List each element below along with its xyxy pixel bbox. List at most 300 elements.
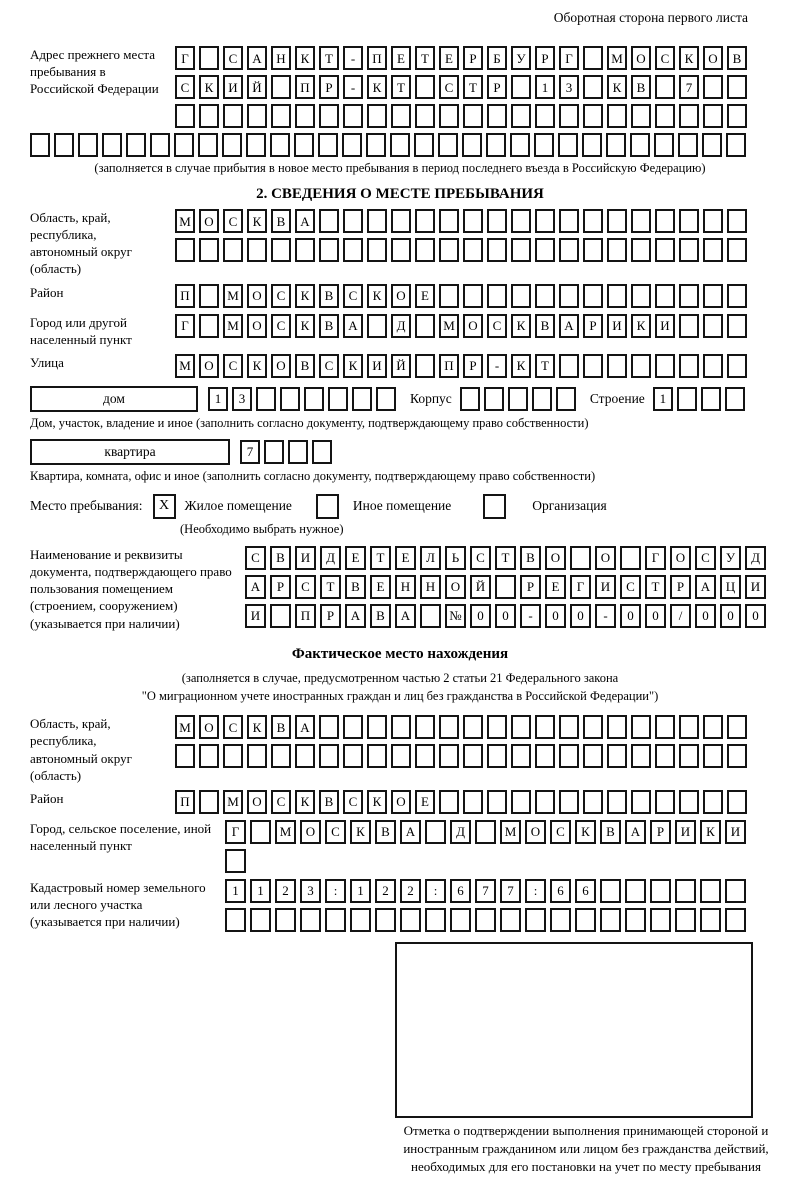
char-box[interactable]: - — [343, 75, 363, 99]
char-box[interactable]: К — [607, 75, 627, 99]
char-box[interactable] — [271, 75, 291, 99]
char-box[interactable]: М — [175, 354, 195, 378]
char-box[interactable] — [583, 744, 603, 768]
char-box[interactable] — [391, 715, 411, 739]
char-box[interactable] — [415, 75, 435, 99]
char-box[interactable]: О — [703, 46, 723, 70]
char-box[interactable]: С — [271, 284, 291, 308]
char-box[interactable]: Р — [320, 604, 341, 628]
char-box[interactable]: К — [295, 46, 315, 70]
char-box[interactable]: И — [295, 546, 316, 570]
char-box[interactable] — [631, 790, 651, 814]
char-box[interactable]: О — [199, 715, 219, 739]
char-box[interactable]: Р — [463, 46, 483, 70]
char-box[interactable]: О — [545, 546, 566, 570]
char-box[interactable] — [475, 908, 496, 932]
char-box[interactable] — [54, 133, 74, 157]
char-box[interactable] — [199, 104, 219, 128]
char-box[interactable] — [650, 908, 671, 932]
char-box[interactable] — [655, 284, 675, 308]
char-box[interactable] — [367, 209, 387, 233]
char-box[interactable]: В — [319, 284, 339, 308]
char-box[interactable]: У — [511, 46, 531, 70]
char-box[interactable] — [607, 209, 627, 233]
char-box[interactable]: 0 — [745, 604, 766, 628]
char-box[interactable] — [727, 75, 747, 99]
char-box[interactable] — [256, 387, 276, 411]
char-box[interactable]: Е — [345, 546, 366, 570]
char-box[interactable]: С — [325, 820, 346, 844]
char-box[interactable]: 2 — [400, 879, 421, 903]
char-box[interactable]: С — [319, 354, 339, 378]
char-box[interactable] — [535, 238, 555, 262]
char-box[interactable] — [270, 133, 290, 157]
char-box[interactable]: И — [607, 314, 627, 338]
char-box[interactable] — [367, 744, 387, 768]
char-box[interactable]: П — [295, 75, 315, 99]
char-box[interactable] — [400, 908, 421, 932]
char-box[interactable]: С — [343, 790, 363, 814]
char-box[interactable] — [583, 284, 603, 308]
char-box[interactable]: В — [271, 209, 291, 233]
char-box[interactable]: О — [525, 820, 546, 844]
char-box[interactable] — [700, 879, 721, 903]
char-box[interactable] — [415, 744, 435, 768]
char-box[interactable] — [510, 133, 530, 157]
char-box[interactable] — [223, 744, 243, 768]
char-box[interactable] — [439, 790, 459, 814]
char-box[interactable] — [625, 908, 646, 932]
char-box[interactable] — [463, 284, 483, 308]
char-box[interactable] — [271, 744, 291, 768]
char-box[interactable]: / — [670, 604, 691, 628]
char-box[interactable] — [367, 314, 387, 338]
char-box[interactable]: 2 — [375, 879, 396, 903]
char-box[interactable] — [391, 104, 411, 128]
char-box[interactable]: № — [445, 604, 466, 628]
char-box[interactable] — [463, 209, 483, 233]
char-box[interactable] — [352, 387, 372, 411]
char-box[interactable] — [511, 238, 531, 262]
char-box[interactable]: 1 — [225, 879, 246, 903]
char-box[interactable]: Е — [395, 546, 416, 570]
char-box[interactable]: В — [535, 314, 555, 338]
char-box[interactable]: 6 — [575, 879, 596, 903]
char-box[interactable] — [727, 744, 747, 768]
char-box[interactable]: И — [725, 820, 746, 844]
char-box[interactable]: - — [343, 46, 363, 70]
char-box[interactable]: С — [695, 546, 716, 570]
char-box[interactable]: 6 — [550, 879, 571, 903]
char-box[interactable] — [328, 387, 348, 411]
char-box[interactable] — [319, 104, 339, 128]
char-box[interactable]: Р — [319, 75, 339, 99]
char-box[interactable]: К — [367, 790, 387, 814]
char-box[interactable]: С — [223, 354, 243, 378]
char-box[interactable] — [487, 209, 507, 233]
char-box[interactable] — [677, 387, 697, 411]
char-box[interactable] — [575, 908, 596, 932]
char-box[interactable] — [350, 908, 371, 932]
char-box[interactable] — [319, 238, 339, 262]
residence-checkbox-dwelling[interactable]: X — [153, 494, 176, 519]
char-box[interactable]: - — [595, 604, 616, 628]
char-box[interactable] — [583, 715, 603, 739]
char-box[interactable] — [199, 314, 219, 338]
char-box[interactable]: А — [395, 604, 416, 628]
char-box[interactable] — [270, 604, 291, 628]
char-box[interactable]: 3 — [232, 387, 252, 411]
char-box[interactable]: В — [375, 820, 396, 844]
char-box[interactable]: Р — [650, 820, 671, 844]
char-box[interactable] — [511, 75, 531, 99]
char-box[interactable] — [487, 790, 507, 814]
char-box[interactable]: Е — [415, 790, 435, 814]
char-box[interactable] — [487, 238, 507, 262]
char-box[interactable] — [367, 715, 387, 739]
char-box[interactable]: К — [343, 354, 363, 378]
char-box[interactable] — [319, 715, 339, 739]
char-box[interactable] — [295, 744, 315, 768]
char-box[interactable] — [703, 284, 723, 308]
char-box[interactable] — [534, 133, 554, 157]
char-box[interactable]: С — [620, 575, 641, 599]
char-box[interactable] — [703, 744, 723, 768]
char-box[interactable]: - — [520, 604, 541, 628]
char-box[interactable]: М — [607, 46, 627, 70]
char-box[interactable]: 7 — [240, 440, 260, 464]
char-box[interactable]: Д — [391, 314, 411, 338]
char-box[interactable]: С — [439, 75, 459, 99]
char-box[interactable]: Т — [415, 46, 435, 70]
char-box[interactable]: К — [199, 75, 219, 99]
char-box[interactable] — [532, 387, 552, 411]
char-box[interactable] — [559, 104, 579, 128]
char-box[interactable] — [535, 715, 555, 739]
char-box[interactable] — [631, 715, 651, 739]
char-box[interactable] — [631, 104, 651, 128]
char-box[interactable] — [462, 133, 482, 157]
char-box[interactable] — [174, 133, 194, 157]
char-box[interactable] — [558, 133, 578, 157]
char-box[interactable] — [288, 440, 308, 464]
char-box[interactable] — [439, 238, 459, 262]
char-box[interactable]: В — [319, 790, 339, 814]
char-box[interactable] — [295, 238, 315, 262]
char-box[interactable] — [559, 744, 579, 768]
char-box[interactable] — [607, 715, 627, 739]
char-box[interactable] — [391, 238, 411, 262]
char-box[interactable]: А — [343, 314, 363, 338]
residence-checkbox-other-premises[interactable] — [316, 494, 339, 519]
char-box[interactable] — [655, 238, 675, 262]
char-box[interactable]: 2 — [275, 879, 296, 903]
char-box[interactable] — [342, 133, 362, 157]
char-box[interactable]: Ь — [445, 546, 466, 570]
char-box[interactable]: О — [631, 46, 651, 70]
char-box[interactable]: 0 — [620, 604, 641, 628]
char-box[interactable] — [487, 715, 507, 739]
char-box[interactable] — [391, 744, 411, 768]
char-box[interactable] — [463, 790, 483, 814]
char-box[interactable] — [631, 284, 651, 308]
char-box[interactable]: Г — [645, 546, 666, 570]
char-box[interactable]: О — [247, 790, 267, 814]
char-box[interactable] — [415, 209, 435, 233]
char-box[interactable]: П — [295, 604, 316, 628]
char-box[interactable] — [511, 104, 531, 128]
char-box[interactable]: Е — [391, 46, 411, 70]
char-box[interactable] — [463, 104, 483, 128]
char-box[interactable] — [325, 908, 346, 932]
char-box[interactable] — [559, 715, 579, 739]
char-box[interactable] — [535, 209, 555, 233]
char-box[interactable]: Н — [395, 575, 416, 599]
char-box[interactable]: Р — [583, 314, 603, 338]
char-box[interactable]: С — [245, 546, 266, 570]
char-box[interactable] — [655, 104, 675, 128]
char-box[interactable] — [199, 46, 219, 70]
char-box[interactable] — [654, 133, 674, 157]
char-box[interactable]: К — [511, 354, 531, 378]
char-box[interactable] — [679, 354, 699, 378]
char-box[interactable] — [727, 284, 747, 308]
char-box[interactable] — [247, 238, 267, 262]
char-box[interactable]: Г — [175, 314, 195, 338]
char-box[interactable] — [675, 908, 696, 932]
char-box[interactable]: 7 — [679, 75, 699, 99]
char-box[interactable] — [415, 715, 435, 739]
char-box[interactable] — [703, 104, 723, 128]
char-box[interactable] — [319, 744, 339, 768]
char-box[interactable]: В — [270, 546, 291, 570]
char-box[interactable] — [343, 715, 363, 739]
char-box[interactable] — [246, 133, 266, 157]
char-box[interactable] — [702, 133, 722, 157]
char-box[interactable] — [343, 209, 363, 233]
char-box[interactable] — [679, 314, 699, 338]
char-box[interactable]: К — [247, 209, 267, 233]
char-box[interactable] — [295, 104, 315, 128]
char-box[interactable]: М — [223, 314, 243, 338]
char-box[interactable] — [607, 744, 627, 768]
char-box[interactable] — [225, 908, 246, 932]
char-box[interactable] — [727, 314, 747, 338]
char-box[interactable] — [679, 744, 699, 768]
char-box[interactable]: 1 — [653, 387, 673, 411]
char-box[interactable] — [150, 133, 170, 157]
char-box[interactable] — [583, 46, 603, 70]
char-box[interactable] — [247, 744, 267, 768]
char-box[interactable] — [280, 387, 300, 411]
char-box[interactable] — [511, 715, 531, 739]
char-box[interactable]: С — [223, 209, 243, 233]
char-box[interactable]: Д — [450, 820, 471, 844]
char-box[interactable]: С — [175, 75, 195, 99]
char-box[interactable] — [250, 820, 271, 844]
char-box[interactable] — [198, 133, 218, 157]
char-box[interactable] — [679, 715, 699, 739]
char-box[interactable] — [535, 790, 555, 814]
char-box[interactable] — [439, 744, 459, 768]
char-box[interactable]: Л — [420, 546, 441, 570]
char-box[interactable] — [318, 133, 338, 157]
char-box[interactable]: 3 — [559, 75, 579, 99]
char-box[interactable] — [725, 387, 745, 411]
char-box[interactable] — [30, 133, 50, 157]
residence-checkbox-organization[interactable] — [483, 494, 506, 519]
char-box[interactable]: Р — [670, 575, 691, 599]
char-box[interactable]: Т — [319, 46, 339, 70]
char-box[interactable]: С — [487, 314, 507, 338]
char-box[interactable] — [415, 104, 435, 128]
char-box[interactable] — [391, 209, 411, 233]
char-box[interactable] — [264, 440, 284, 464]
char-box[interactable] — [678, 133, 698, 157]
char-box[interactable] — [583, 790, 603, 814]
char-box[interactable]: : — [325, 879, 346, 903]
char-box[interactable] — [630, 133, 650, 157]
char-box[interactable] — [508, 387, 528, 411]
char-box[interactable]: Е — [415, 284, 435, 308]
char-box[interactable]: С — [470, 546, 491, 570]
char-box[interactable]: Й — [470, 575, 491, 599]
char-box[interactable] — [78, 133, 98, 157]
char-box[interactable]: В — [520, 546, 541, 570]
char-box[interactable] — [271, 238, 291, 262]
char-box[interactable]: 0 — [495, 604, 516, 628]
char-box[interactable] — [727, 104, 747, 128]
char-box[interactable]: М — [223, 284, 243, 308]
char-box[interactable] — [600, 879, 621, 903]
char-box[interactable] — [725, 879, 746, 903]
char-box[interactable]: Р — [487, 75, 507, 99]
char-box[interactable]: 7 — [475, 879, 496, 903]
char-box[interactable] — [319, 209, 339, 233]
char-box[interactable] — [606, 133, 626, 157]
char-box[interactable] — [583, 209, 603, 233]
char-box[interactable]: 0 — [645, 604, 666, 628]
char-box[interactable] — [487, 744, 507, 768]
char-box[interactable]: О — [271, 354, 291, 378]
char-box[interactable] — [559, 354, 579, 378]
char-box[interactable] — [294, 133, 314, 157]
char-box[interactable]: М — [500, 820, 521, 844]
char-box[interactable]: Е — [370, 575, 391, 599]
char-box[interactable] — [247, 104, 267, 128]
char-box[interactable] — [631, 354, 651, 378]
char-box[interactable]: Н — [420, 575, 441, 599]
char-box[interactable] — [223, 238, 243, 262]
char-box[interactable] — [484, 387, 504, 411]
char-box[interactable]: 1 — [208, 387, 228, 411]
char-box[interactable] — [631, 744, 651, 768]
char-box[interactable] — [463, 744, 483, 768]
char-box[interactable]: - — [487, 354, 507, 378]
char-box[interactable]: П — [439, 354, 459, 378]
char-box[interactable] — [655, 790, 675, 814]
char-box[interactable]: И — [745, 575, 766, 599]
char-box[interactable] — [727, 790, 747, 814]
char-box[interactable] — [703, 715, 723, 739]
char-box[interactable]: В — [319, 314, 339, 338]
char-box[interactable]: Т — [495, 546, 516, 570]
char-box[interactable]: С — [271, 314, 291, 338]
char-box[interactable] — [679, 284, 699, 308]
char-box[interactable] — [559, 284, 579, 308]
char-box[interactable]: Е — [545, 575, 566, 599]
char-box[interactable]: 0 — [545, 604, 566, 628]
char-box[interactable] — [631, 209, 651, 233]
char-box[interactable]: Р — [463, 354, 483, 378]
char-box[interactable] — [701, 387, 721, 411]
char-box[interactable]: Б — [487, 46, 507, 70]
char-box[interactable]: К — [295, 790, 315, 814]
char-box[interactable]: 1 — [350, 879, 371, 903]
char-box[interactable] — [620, 546, 641, 570]
char-box[interactable]: 3 — [300, 879, 321, 903]
char-box[interactable]: О — [391, 284, 411, 308]
char-box[interactable]: К — [631, 314, 651, 338]
char-box[interactable] — [463, 238, 483, 262]
char-box[interactable] — [500, 908, 521, 932]
char-box[interactable]: Р — [270, 575, 291, 599]
char-box[interactable]: А — [625, 820, 646, 844]
char-box[interactable] — [607, 284, 627, 308]
char-box[interactable]: П — [367, 46, 387, 70]
char-box[interactable]: К — [679, 46, 699, 70]
char-box[interactable]: Ц — [720, 575, 741, 599]
char-box[interactable]: Н — [271, 46, 291, 70]
char-box[interactable] — [727, 715, 747, 739]
char-box[interactable] — [475, 820, 496, 844]
char-box[interactable] — [725, 908, 746, 932]
char-box[interactable] — [304, 387, 324, 411]
char-box[interactable]: : — [525, 879, 546, 903]
char-box[interactable] — [727, 209, 747, 233]
char-box[interactable] — [703, 314, 723, 338]
char-box[interactable]: А — [295, 209, 315, 233]
char-box[interactable]: Т — [535, 354, 555, 378]
char-box[interactable]: И — [223, 75, 243, 99]
char-box[interactable]: И — [367, 354, 387, 378]
char-box[interactable]: П — [175, 284, 195, 308]
char-box[interactable] — [275, 908, 296, 932]
char-box[interactable] — [570, 546, 591, 570]
char-box[interactable] — [583, 104, 603, 128]
char-box[interactable]: И — [595, 575, 616, 599]
char-box[interactable] — [726, 133, 746, 157]
char-box[interactable] — [700, 908, 721, 932]
char-box[interactable]: О — [247, 314, 267, 338]
char-box[interactable]: К — [700, 820, 721, 844]
char-box[interactable]: Т — [645, 575, 666, 599]
char-box[interactable]: В — [345, 575, 366, 599]
char-box[interactable] — [126, 133, 146, 157]
char-box[interactable] — [415, 354, 435, 378]
char-box[interactable] — [415, 314, 435, 338]
char-box[interactable]: В — [631, 75, 651, 99]
char-box[interactable] — [650, 879, 671, 903]
char-box[interactable] — [535, 284, 555, 308]
char-box[interactable]: М — [175, 209, 195, 233]
char-box[interactable] — [222, 133, 242, 157]
char-box[interactable]: О — [199, 354, 219, 378]
char-box[interactable]: Д — [320, 546, 341, 570]
char-box[interactable] — [425, 908, 446, 932]
char-box[interactable]: 1 — [535, 75, 555, 99]
char-box[interactable]: О — [670, 546, 691, 570]
